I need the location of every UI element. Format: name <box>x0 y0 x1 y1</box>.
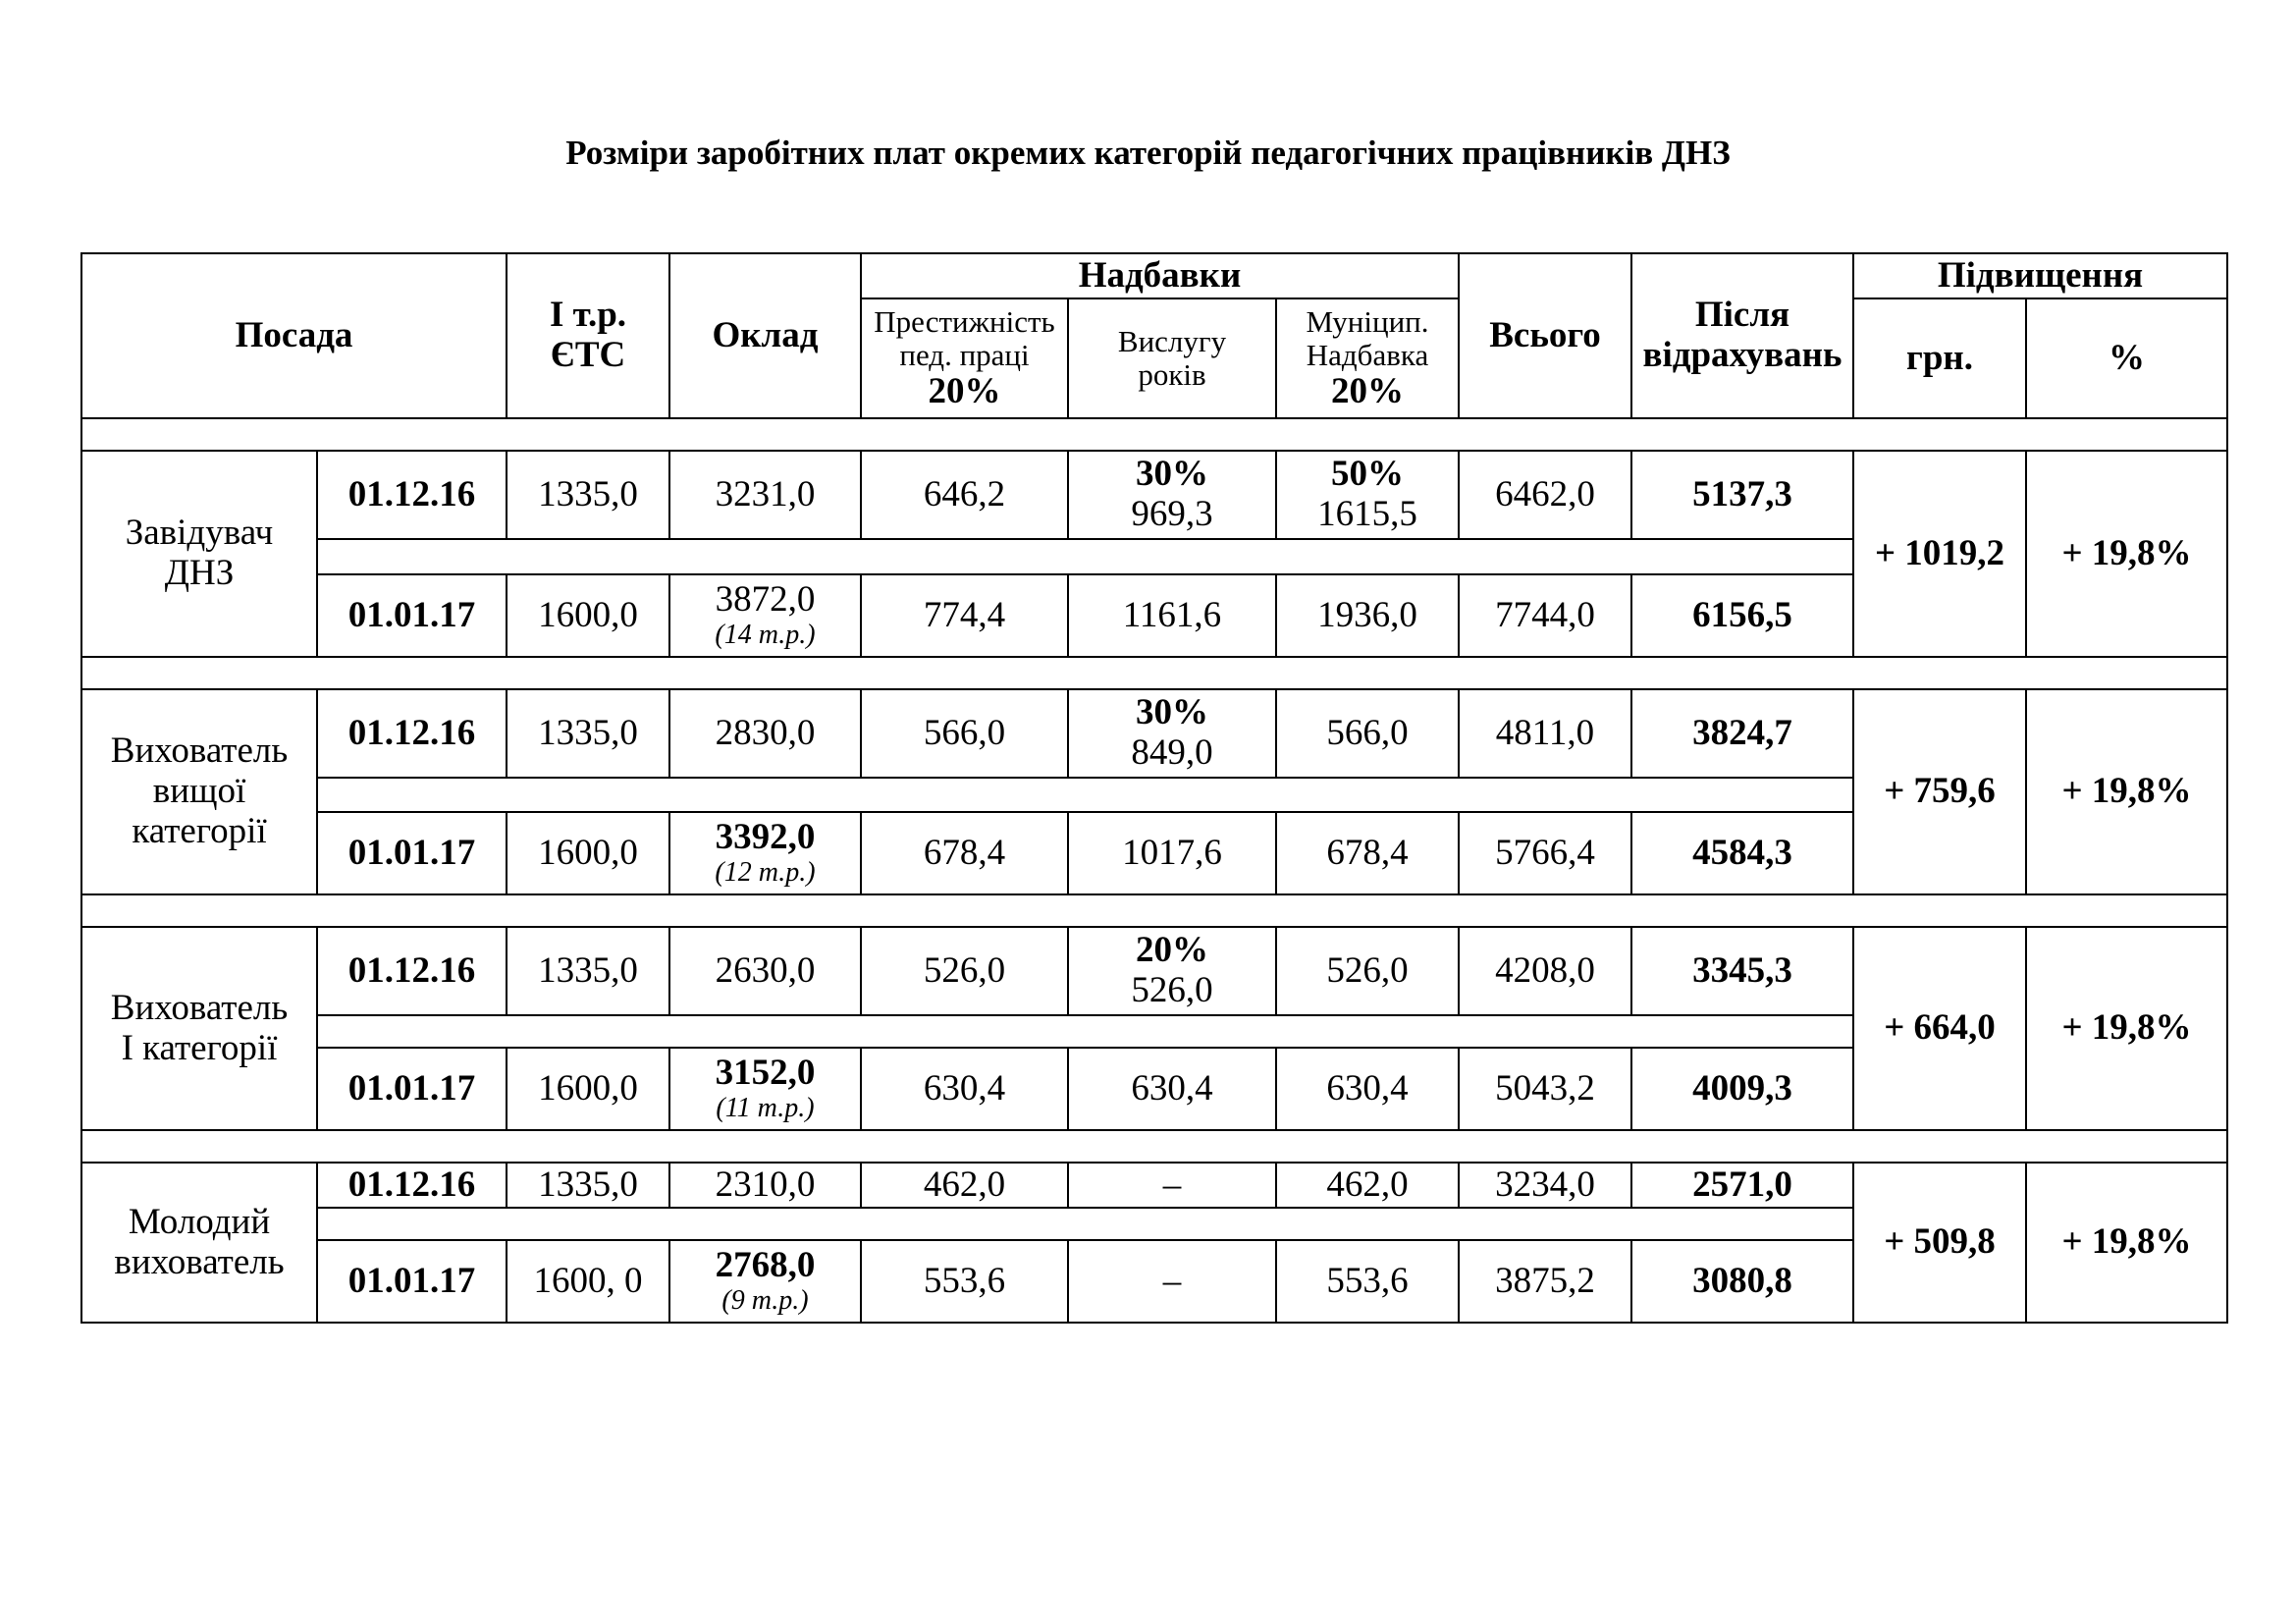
group-name-line: Молодий <box>128 1201 271 1242</box>
row-tr: 1335,0 <box>507 451 669 539</box>
table-row <box>81 689 2227 778</box>
group-name <box>81 927 317 1130</box>
row-tr: 1335,0 <box>507 689 669 778</box>
header-nadbavky: Надбавки <box>861 253 1459 298</box>
row-tr: 1335,0 <box>507 927 669 1015</box>
row-munits <box>1276 451 1459 539</box>
row-pislia: 3080,8 <box>1631 1240 1853 1323</box>
table-row <box>81 1163 2227 1208</box>
header-vyslugu-line1: Вислугу <box>1117 323 1227 358</box>
group-name-line: Вихователь <box>110 731 289 772</box>
table-row <box>81 927 2227 1015</box>
row-munits: 678,4 <box>1276 812 1459 894</box>
raise-hrn: + 1019,2 <box>1853 451 2026 657</box>
row-munits: 526,0 <box>1276 927 1459 1015</box>
row-date: 01.01.17 <box>317 812 507 894</box>
row-prestyzh: 630,4 <box>861 1048 1068 1130</box>
row-vsoho: 3234,0 <box>1459 1163 1631 1208</box>
row-gap <box>317 1015 1853 1048</box>
spacer-row <box>81 894 2227 927</box>
row-date: 01.01.17 <box>317 1240 507 1323</box>
row-prestyzh: 553,6 <box>861 1240 1068 1323</box>
row-munits-value: 1615,5 <box>1317 494 1417 534</box>
row-vyslugu-value: 849,0 <box>1131 732 1213 773</box>
row-vyslugu <box>1068 689 1276 778</box>
row-oklad: 2830,0 <box>669 689 861 778</box>
raise-pct: + 19,8% <box>2026 451 2227 657</box>
row-oklad: 2310,0 <box>669 1163 861 1208</box>
raise-hrn: + 759,6 <box>1853 689 2026 894</box>
row-oklad-value: 2768,0 <box>715 1245 816 1286</box>
row-vyslugu-pct: 30% <box>1136 454 1208 495</box>
row-vsoho: 5043,2 <box>1459 1048 1631 1130</box>
row-oklad-note: (11 т.р.) <box>716 1092 815 1123</box>
header-oklad: Оклад <box>669 253 861 418</box>
spacer-row <box>81 657 2227 689</box>
row-date: 01.12.16 <box>317 1163 507 1208</box>
row-pislia: 5137,3 <box>1631 451 1853 539</box>
raise-pct: + 19,8% <box>2026 689 2227 894</box>
header-prestyzh <box>861 298 1068 418</box>
row-prestyzh: 774,4 <box>861 574 1068 657</box>
row-oklad-note: (14 т.р.) <box>715 619 816 650</box>
group-name <box>81 689 317 894</box>
row-vyslugu: 630,4 <box>1068 1048 1276 1130</box>
row-oklad <box>669 574 861 657</box>
raise-pct: + 19,8% <box>2026 1163 2227 1323</box>
row-gap <box>317 539 1853 574</box>
header-pislia-line2: відрахувань <box>1642 335 1842 375</box>
row-munits: 630,4 <box>1276 1048 1459 1130</box>
row-vyslugu <box>1068 927 1276 1015</box>
row-vyslugu-pct: 30% <box>1136 692 1208 733</box>
header-munits-line2: Надбавка <box>1306 337 1429 372</box>
header-pidvyshchennia: Підвищення <box>1853 253 2227 298</box>
header-vsoho: Всього <box>1459 253 1631 418</box>
row-prestyzh: 462,0 <box>861 1163 1068 1208</box>
row-oklad-value: 3392,0 <box>715 817 816 858</box>
header-prestyzh-line2: пед. праці <box>899 337 1030 372</box>
header-munits <box>1276 298 1459 418</box>
row-date: 01.01.17 <box>317 574 507 657</box>
row-pislia: 3824,7 <box>1631 689 1853 778</box>
row-vyslugu: – <box>1068 1240 1276 1323</box>
row-tr: 1600,0 <box>507 1048 669 1130</box>
row-munits-pct: 50% <box>1331 454 1404 495</box>
row-prestyzh: 526,0 <box>861 927 1068 1015</box>
header-pislia <box>1631 253 1853 418</box>
header-munits-line1: Муніцип. <box>1306 303 1429 339</box>
row-vsoho: 5766,4 <box>1459 812 1631 894</box>
header-tr-ets <box>507 253 669 418</box>
row-oklad: 3231,0 <box>669 451 861 539</box>
row-munits: 462,0 <box>1276 1163 1459 1208</box>
row-pislia: 2571,0 <box>1631 1163 1853 1208</box>
group-name-line: вихователь <box>114 1241 285 1282</box>
raise-hrn: + 664,0 <box>1853 927 2026 1130</box>
row-vsoho: 7744,0 <box>1459 574 1631 657</box>
row-oklad-note: (12 т.р.) <box>715 856 816 888</box>
row-vsoho: 4208,0 <box>1459 927 1631 1015</box>
group-name-line: ДНЗ <box>164 553 235 593</box>
row-tr: 1600,0 <box>507 812 669 894</box>
header-tr-line1: І т.р. <box>549 295 627 336</box>
row-munits: 553,6 <box>1276 1240 1459 1323</box>
row-gap <box>317 778 1853 812</box>
row-oklad: 2630,0 <box>669 927 861 1015</box>
row-munits: 566,0 <box>1276 689 1459 778</box>
group-name-line: категорії <box>132 810 267 851</box>
salary-table <box>80 252 2228 1324</box>
row-prestyzh: 678,4 <box>861 812 1068 894</box>
row-vsoho: 6462,0 <box>1459 451 1631 539</box>
row-pislia: 4584,3 <box>1631 812 1853 894</box>
row-gap <box>317 1208 1853 1240</box>
table-row <box>81 451 2227 539</box>
row-oklad <box>669 1048 861 1130</box>
spacer-row <box>81 418 2227 451</box>
row-date: 01.12.16 <box>317 927 507 1015</box>
group-name-line: Вихователь <box>110 987 289 1028</box>
page-title: Розміри заробітних плат окремих категорій педагогічних працівників ДНЗ <box>565 134 1731 172</box>
row-vyslugu: 1017,6 <box>1068 812 1276 894</box>
row-pislia: 4009,3 <box>1631 1048 1853 1130</box>
group-name-line: Завідувач <box>125 513 274 554</box>
header-munits-pct: 20% <box>1331 370 1404 411</box>
row-munits: 1936,0 <box>1276 574 1459 657</box>
header-pislia-line1: Після <box>1694 295 1790 336</box>
row-prestyzh: 566,0 <box>861 689 1068 778</box>
row-oklad-value: 3152,0 <box>715 1053 816 1094</box>
spacer-row <box>81 1130 2227 1163</box>
group-name <box>81 1163 317 1323</box>
row-vyslugu: – <box>1068 1163 1276 1208</box>
header-hrn: грн. <box>1853 298 2026 418</box>
row-date: 01.01.17 <box>317 1048 507 1130</box>
header-posada: Посада <box>81 253 507 418</box>
row-vyslugu: 1161,6 <box>1068 574 1276 657</box>
group-name-line: вищої <box>152 771 246 812</box>
row-vsoho: 4811,0 <box>1459 689 1631 778</box>
row-oklad-value: 3872,0 <box>715 579 816 621</box>
row-pislia: 3345,3 <box>1631 927 1853 1015</box>
row-vyslugu <box>1068 451 1276 539</box>
row-pislia: 6156,5 <box>1631 574 1853 657</box>
row-date: 01.12.16 <box>317 689 507 778</box>
row-oklad <box>669 812 861 894</box>
row-tr: 1600,0 <box>507 574 669 657</box>
row-prestyzh: 646,2 <box>861 451 1068 539</box>
row-tr: 1600, 0 <box>507 1240 669 1323</box>
header-prestyzh-pct: 20% <box>928 370 1001 411</box>
header-tr-line2: ЄТС <box>550 335 626 375</box>
group-name-line: І категорії <box>121 1027 278 1068</box>
raise-hrn: + 509,8 <box>1853 1163 2026 1323</box>
row-vyslugu-value: 526,0 <box>1131 970 1213 1010</box>
row-date: 01.12.16 <box>317 451 507 539</box>
row-oklad-note: (9 т.р.) <box>721 1284 809 1316</box>
header-vyslugu <box>1068 298 1276 418</box>
header-percent: % <box>2026 298 2227 418</box>
row-vyslugu-pct: 20% <box>1136 930 1208 971</box>
header-vyslugu-line2: років <box>1138 357 1206 392</box>
row-tr: 1335,0 <box>507 1163 669 1208</box>
raise-pct: + 19,8% <box>2026 927 2227 1130</box>
header-prestyzh-line1: Престижність <box>874 303 1055 339</box>
row-oklad <box>669 1240 861 1323</box>
row-vyslugu-value: 969,3 <box>1131 494 1213 534</box>
group-name <box>81 451 317 657</box>
row-vsoho: 3875,2 <box>1459 1240 1631 1323</box>
